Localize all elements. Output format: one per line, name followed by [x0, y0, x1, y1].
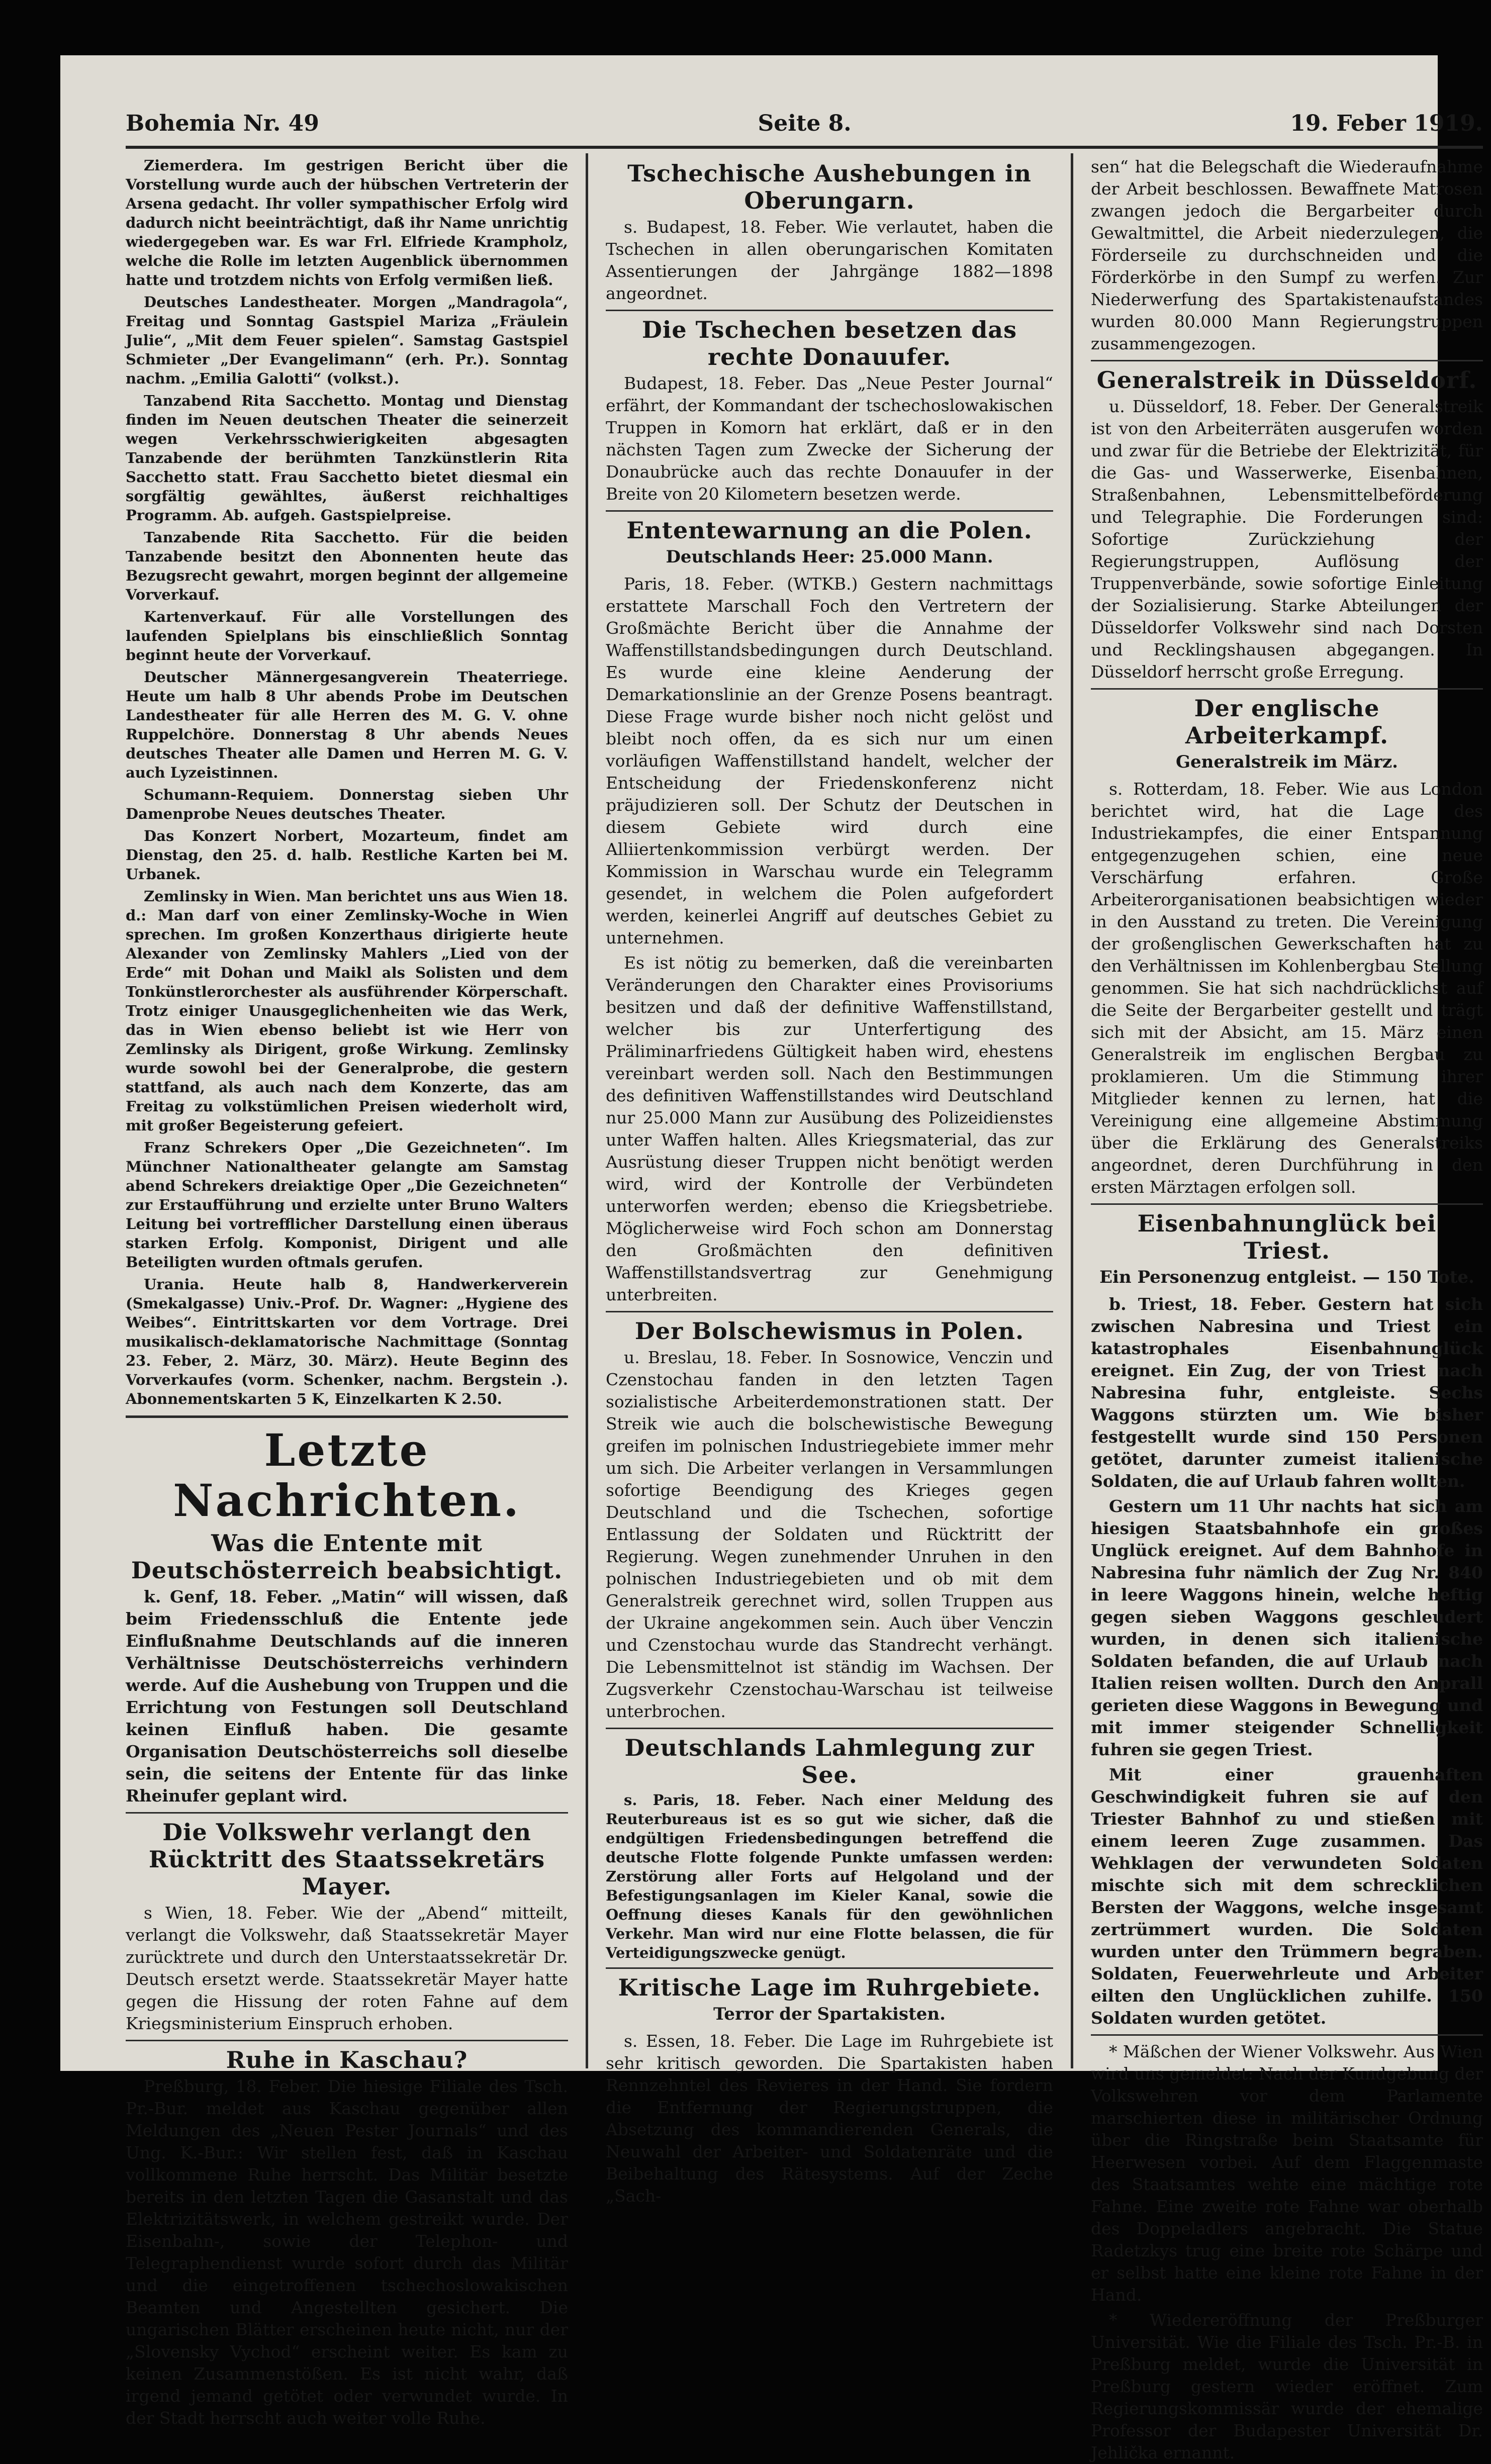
notice: Franz Schrekers Oper „Die Gezeichneten“. Im Münchner Nationaltheater gelangte am Samstag abend Schrekers dreiaktige Oper „Die Gezeichneten“ zur Erstaufführung und erzielte unter Bruno Walters Leitung bei vortrefflicher Darstellung einen überaus starken Erfolg. Komponist, Dirigent und alle Beteiligten wurden oftmals gerufen.	[126, 1139, 568, 1271]
notice: Tanzabend Rita Sacchetto. Montag und Dienstag finden im Neuen deutschen Theater die seinerzeit wegen Verkehrsschwierigkeiten abgesagten Tanzabende der berühmten Tanzkünstlerin Rita Sacchetto statt. Frau Sacchetto bietet diesmal ein sorgfältig gewähltes, äußerst reichhaltiges Programm. Ab. aufgeh. Gastspielpreise.	[126, 392, 568, 524]
article-body: Budapest, 18. Feber. Das „Neue Pester Journal“ erfährt, der Kommandant der tschechoslowakischen Truppen in Komorn hat erklärt, daß er in den nächsten Tagen zum Zwecke der Sicherung der Donaubrücke auch das rechte Donauufer in der Breite von 20 Kilometern besetzen werde.	[606, 373, 1053, 504]
newspaper-page	[60, 55, 1483, 2462]
notice: Kartenverkauf. Für alle Vorstellungen des laufenden Spielplans bis einschließlich Sonntag beginnt heute der Vorverkauf.	[126, 608, 568, 664]
article-body: s. Essen, 18. Feber. Die Lage im Ruhrgebiete ist sehr kritisch geworden. Die Spartakisten haben Rennzehntel des Revieres in der Hand. Sie fordern die Entfernung der Regierungstruppen, die Absetzung des kommandierenden Generals, die Neuwahl der Arbeiter- und Soldatenräte und die Beibehaltung des Rätesystems. Auf der Zeche „Sach-	[606, 2031, 1053, 2206]
article-rule	[1091, 360, 1483, 361]
notice: Deutscher Männergesangverein Theaterriege. Heute um halb 8 Uhr abends Probe im Deutschen Landestheater für alle Herren des M. G. V. ohne Ruppelchöre. Donnerstag 8 Uhr abends Neues deutsches Theater alle Damen und Herren M. G. V. auch Lyzeistinnen.	[126, 669, 568, 781]
article-body: Es ist nötig zu bemerken, daß die vereinbarten Veränderungen den Charakter eines Provisoriums besitzen und daß der definitive Waffenstillstand, welcher bis zur Unterfertigung des Präliminarfriedens Gültigkeit haben wird, ehestens vereinbart werden soll. Nach den Bestimmungen des definitiven Waffenstillstandes wird Deutschland nur 25.000 Mann zur Ausübung des Polizeidienstes unter Waffen halten. Alles Kriegsmaterial, das zur Ausrüstung dieser Truppen nicht benötigt werden wird, wird der Kontrolle der Verbündeten unterworfen werden; ebenso die Kriegsbetriebe. Möglicherweise wird Foch schon am Donnerstag den Großmächten den definitiven Waffenstillstandsvertrag zur Genehmigung unterbreiten.	[606, 953, 1053, 1304]
article-rule	[126, 1812, 568, 1814]
column-rule	[1071, 153, 1073, 2068]
article-rule	[1091, 1203, 1483, 1205]
article-rule	[606, 1728, 1053, 1729]
article-headline: Der englische Arbeiterkampf.	[1185, 695, 1389, 749]
article-headline: Generalstreik in Düsseldorf.	[1096, 366, 1477, 394]
article-headline: Ruhe in Kaschau?	[226, 2046, 468, 2073]
column-1	[126, 156, 568, 2428]
article-body: Gestern um 11 Uhr nachts hat sich am hiesigen Staatsbahnhofe ein großes Unglück ereignet. Auf dem Bahnhofe in Nabresina fuhr nämlich der Zug Nr. 840 in leere Waggons hinein, welche heftig gegen sieben Waggons geschleudert wurden, in denen sich italienische Soldaten befanden, die auf Urlaub nach Italien reisen wollten. Durch den Anprall gerieten diese Waggons in Bewegung und mit immer steigender Schnelligkeit fuhren sie gegen Triest.	[1091, 1496, 1483, 1759]
notice: Tanzabende Rita Sacchetto. Für die beiden Tanzabende besitzt den Abonnenten heute das Bezugsrecht gewahrt, morgen beginnt der allgemeine Vorverkauf.	[126, 529, 568, 603]
article-headline: Deutschlands Lahmlegung zur See.	[624, 1734, 1035, 1788]
article-rule	[606, 1311, 1053, 1312]
article-subheadline: Terror der Spartakisten.	[713, 2004, 946, 2024]
column-rule	[586, 153, 588, 2068]
notice: Schumann-Requiem. Donnerstag sieben Uhr Damenprobe Neues deutsches Theater.	[126, 786, 568, 822]
article-headline: Eisenbahnunglück bei Triest.	[1137, 1210, 1437, 1264]
page-number: Seite 8.	[758, 110, 852, 136]
article-body: s. Paris, 18. Feber. Nach einer Meldung des Reuterbureaus ist es so gut wie sicher, daß die endgültigen Friedensbedingungen betreffend die deutsche Flotte folgende Punkte umfassen werden: Zerstörung aller Forts auf Helgoland und der Befestigungsanlagen im Kieler Kanal, sowie die Oeffnung dieses Kanals für den gewöhnlichen Verkehr. Man wird nur eine Flotte belassen, die für Verteidigungszwecke genügt.	[606, 1791, 1053, 1961]
article-body: sen“ hat die Belegschaft die Wiederaufnahme der Arbeit beschlossen. Bewaffnete Matrosen zwangen jedoch die Bergarbeiter durch Gewaltmittel, die Arbeit niederzulegen, die Förderseile zu durchschneiden und die Förderkörbe in den Sumpf zu werfen. Zur Niederwerfung des Spartakistenaufstandes wurden 80.000 Mann Regierungstruppen zusammengezogen.	[1091, 157, 1483, 353]
article-body: s. Budapest, 18. Feber. Wie verlautet, haben die Tschechen in allen oberungarischen Komitaten Assentierungen der Jahrgänge 1882—1898 angeordnet.	[606, 217, 1053, 303]
notice: Ziemerdera. Im gestrigen Bericht über die Vorstellung wurde auch der hübschen Vertreterin der Arsena gedacht. Ihr voller sympathischer Erfolg wird dadurch nicht beeinträchtigt, daß ihr Name unrichtig wiedergegeben war. Es war Frl. Elfriede Krampholz, welche die Rolle im letzten Augenblick übernommen hatte und trotzdem nichts von Erfolg vermißen ließ.	[126, 157, 568, 289]
banner-headline: Letzte Nachrichten.	[173, 1424, 521, 1527]
article-body: u. Breslau, 18. Feber. In Sosnowice, Venczin und Czenstochau fanden in den letzten Tagen sozialistische Arbeiterdemonstrationen statt. Der Streik wie auch die bolschewistische Bewegung greifen im polnischen Industriegebiete immer mehr um sich. Die Arbeiter verlangen in Versammlungen sofortige Beendigung des Krieges gegen Deutschland und die Tschechen, sofortige Entlassung der Soldaten und Rücktritt der Regierung. Wegen zunehmender Unruhen in den polnischen Industriegebieten und ob mit dem Generalstreik gerechnet wird, sollen Truppen aus der Ukraine angekommen sein. Auch über Venczin und Czenstochau wurde das Standrecht verhängt. Die Lebensmittelnot ist ständig im Wachsen. Der Zugsverkehr Czenstochau-Warschau ist teilweise unterbrochen.	[606, 1348, 1053, 1721]
header-rule	[126, 146, 1483, 149]
article-rule	[606, 310, 1053, 311]
article-headline: Die Tschechen besetzen das rechte Donauufer.	[641, 316, 1017, 370]
article-body: s. Rotterdam, 18. Feber. Wie aus London berichtet wird, hat die Lage des Industriekampfes, die einer Entspannung entgegenzugehen schien, eine neue Verschärfung erfahren. Große Arbeiterorganisationen beabsichtigen wieder in den Ausstand zu treten. Die Vereinigung der großenglischen Gewerkschaften hat zu den Verhältnissen im Kohlenbergbau Stellung genommen. Sie hat sich nachdrücklichst auf die Seite der Bergarbeiter gestellt und trägt sich mit der Absicht, am 15. März einen Generalstreik im englischen Bergbau zu proklamieren. Um die Stimmung ihrer Mitglieder kennen zu lernen, hat die Vereinigung eine allgemeine Abstimmung über die Erklärung des Generalstreiks angeordnet, deren Durchführung in den ersten Märztagen erfolgen soll.	[1091, 779, 1483, 1197]
article-headline: Kritische Lage im Ruhrgebiete.	[618, 1974, 1041, 2001]
article-headline: Tschechische Aushebungen in Oberungarn.	[627, 160, 1032, 214]
article-body: k. Genf, 18. Feber. „Matin“ will wissen, daß beim Friedensschluß die Entente jede Einflußnahme Deutschlands auf die inneren Verhältnisse Deutschösterreichs verhindern werde. Auf die Aushebung von Truppen und die Errichtung von Festungen soll Deutschland keinen Einfluß haben. Die gesamte Organisation Deutschösterreichs soll dieselbe sein, die seitens der Entente für das linke Rheinufer geplant wird.	[126, 1587, 568, 1806]
article-headline: Die Volkswehr verlangt den Rücktritt des Staatssekretärs Mayer.	[148, 1819, 545, 1900]
column-2	[606, 156, 1053, 2206]
article-rule	[1091, 688, 1483, 690]
news-item: * Mäßchen der Wiener Volkswehr. Aus Wien wird uns gemeldet: Nach der Kundgebung der Volkswehren vor dem Parlamente marschierten diese in militärischer Ordnung über die Ringstraße beim Staatsamte für Heerwesen vorbei. Auf dem Flaggenmaste des Staatsamtes wehte eine mächtige rote Fahne. Eine zweite rote Fahne war oberhalb des Doppeladlers angebracht. Die Statue Radetzkys trug eine breite rote Schärpe und er selbst hatte eine kleine rote Fahne in der Hand.	[1091, 2042, 1483, 2305]
notice: Zemlinsky in Wien. Man berichtet uns aus Wien 18. d.: Man darf von einer Zemlinsky-Woche in Wien sprechen. Im großen Konzerthaus dirigierte heute Alexander von Zemlinsky Mahlers „Lied von der Erde“ mit Dohan und Maikl als Solisten und dem Tonkünstlerorchester als ausführender Körperschaft. Trotz einiger Unausgeglichenheiten wie das Werk, das in Wien ebenso beliebt ist wie Herr von Zemlinsky als Dirigent, große Wirkung. Zemlinsky wurde sowohl bei der Generalprobe, die gestern stattfand, als auch nach dem Konzerte, das am Freitag zu volkstümlichen Preisen wiederholt wird, mit großer Begeisterung gefeiert.	[126, 888, 568, 1134]
article-rule	[606, 1967, 1053, 1969]
article-headline: Der Bolschewismus in Polen.	[634, 1317, 1024, 1345]
news-item: * Wiedereröffnung der Preßburger Universität. Wie die Filiale des Tsch. Pr.-B. in Preßburg meldet, wurde die Universität in Preßburg gestern wieder eröffnet. Zum Regierungskommissär wurde der ehemalige Professor der Budapester Universität Dr. Jehlička ernannt.	[1091, 2310, 1483, 2462]
article-body: Mit einer grauenhaften Geschwindigkeit fuhren sie auf den Triester Bahnhof zu und stießen mit einem leeren Zuge zusammen. Das Wehklagen der verwundeten Soldaten mischte sich mit dem schrecklichen Bersten der Waggons, welche insgesamt zertrümmert wurden. Die Soldaten wurden unter den Trümmern begraben. Soldaten, Feuerwehrleute und Arbeiter eilten den Unglücklichen zuhilfe. 150 Soldaten wurden getötet.	[1091, 1765, 1483, 2028]
notice: Urania. Heute halb 8, Handwerkerverein (Smekalgasse) Univ.-Prof. Dr. Wagner: „Hygiene des Weibes“. Eintrittskarten vor dem Vortrage. Drei musikalisch-deklamatorische Nachmittage (Sonntag 23. Feber, 2. März, 30. März). Heute Beginn des Vorverkaufes (vorm. Schenker, nachm. Bergstein .). Abonnementskarten 5 K, Einzelkarten K 2.50.	[126, 1276, 568, 1407]
article-body: s Wien, 18. Feber. Wie der „Abend“ mitteilt, verlangt die Volkswehr, daß Staatssekretär Mayer zurücktrete und durch den Unterstaatssekretär Dr. Deutsch ersetzt werde. Staatssekretär Mayer hatte gegen die Hissung der roten Fahne auf dem Kriegsministerium Einspruch erhoben.	[126, 1903, 568, 2033]
column-3	[1091, 156, 1483, 2462]
section-rule	[126, 1415, 568, 1418]
article-rule	[1091, 2034, 1483, 2036]
article-body: Paris, 18. Feber. (WTKB.) Gestern nachmittags erstattete Marschall Foch den Vertretern der Großmächte Bericht über die Annahme der Waffenstillstandsbedingungen durch Deutschland. Es wurde eine kleine Aenderung der Demarkationslinie an der Grenze Posens beantragt. Diese Frage wurde bisher noch nicht gelöst und bleibt noch offen, da es sich nur um einen vorläufigen Waffenstillstand handelt, welcher der Entscheidung der Friedenskonferenz nicht präjudizieren soll. Der Schutz der Deutschen in diesem Gebiete wird durch eine Alliiertenkommission verbürgt werden. Der Kommission in Warschau wurde ein Telegramm gesendet, in welchem die Polen aufgefordert werden, keinerlei Angriff auf deutsches Gebiet zu unternehmen.	[606, 574, 1053, 947]
paper-issue: Bohemia Nr. 49	[126, 110, 319, 136]
article-subheadline: Generalstreik im März.	[1175, 752, 1399, 772]
notice: Das Konzert Norbert, Mozarteum, findet am Dienstag, den 25. d. halb. Restliche Karten bei M. Urbanek.	[126, 827, 568, 883]
article-body: Preßburg, 18. Feber. Die hiesige Filiale des Tsch. Pr.-Bur. meldet aus Kaschau gegenüber allen Meldungen des „Neuen Pester Journals“ und des Ung. K.-Bur.: Wir stellen fest, daß in Kaschau vollkommene Ruhe herrscht. Das Militär besetzte bereits in den letzten Tagen die Gasanstalt und das Elektrizitätswerk, in welchem gestreikt wurde. Der Eisenbahn-, sowie der Telephon- und Telegraphendienst wurde sofort durch das Militär und die eingetroffenen tschechoslowakischen Beamten und Angestellten gesichert. Die ungarischen Blätter erscheinen heute nicht, nur der „Slovensky Vychod“ erscheint weiter. Es kam zu keinen Zusammenstößen. Es ist nicht wahr, daß irgend jemand getötet oder verwundet wurde. In der Stadt herrscht auch weiter volle Ruhe.	[126, 2076, 568, 2428]
article-subheadline: Deutschlands Heer: 25.000 Mann.	[666, 547, 993, 567]
article-body: u. Düsseldorf, 18. Feber. Der Generalstreik ist von den Arbeiterräten ausgerufen worden und zwar für die Betriebe der Elektrizität, für die Gas- und Wasserwerke, Eisenbahnen, Straßenbahnen, Lebensmittelbeförderung und Telegraphie. Die Forderungen sind: Sofortige Zurückziehung der Regierungstruppen, Auflösung der Truppenverbände, sowie sofortige Einleitung der Sozialisierung. Starke Abteilungen der Düsseldorfer Volkswehr sind nach Dorsten und Recklingshausen abgegangen. In Düsseldorf herrscht große Erregung.	[1091, 397, 1483, 682]
article-headline: Was die Entente mit Deutschösterreich beabsichtigt.	[131, 1530, 563, 1584]
article-subheadline: Ein Personenzug entgleist. — 150 Tote.	[1099, 1267, 1474, 1287]
issue-date: 19. Feber 1919.	[1290, 110, 1483, 136]
article-rule	[606, 510, 1053, 512]
notice: Deutsches Landestheater. Morgen „Mandragola“, Freitag und Sonntag Gastspiel Mariza „Fräulein Julie“, „Mit dem Feuer spielen“. Samstag Gastspiel Schmieter „Der Evangelimann“ (erh. Pr.). Sonntag nachm. „Emilia Galotti“ (volkst.).	[126, 294, 568, 387]
article-rule	[126, 2040, 568, 2041]
article-headline: Ententewarnung an die Polen.	[626, 517, 1033, 544]
article-body: b. Triest, 18. Feber. Gestern hat sich zwischen Nabresina und Triest ein katastrophales Eisenbahnunglück ereignet. Ein Zug, der von Triest nach Nabresina fuhr, entgleiste. Sechs Waggons stürzten um. Wie bisher festgestellt wurde sind 150 Personen getötet, darunter zumeist italienische Soldaten, die auf Urlaub fahren wollten.	[1091, 1294, 1483, 1491]
running-header	[126, 103, 1483, 143]
